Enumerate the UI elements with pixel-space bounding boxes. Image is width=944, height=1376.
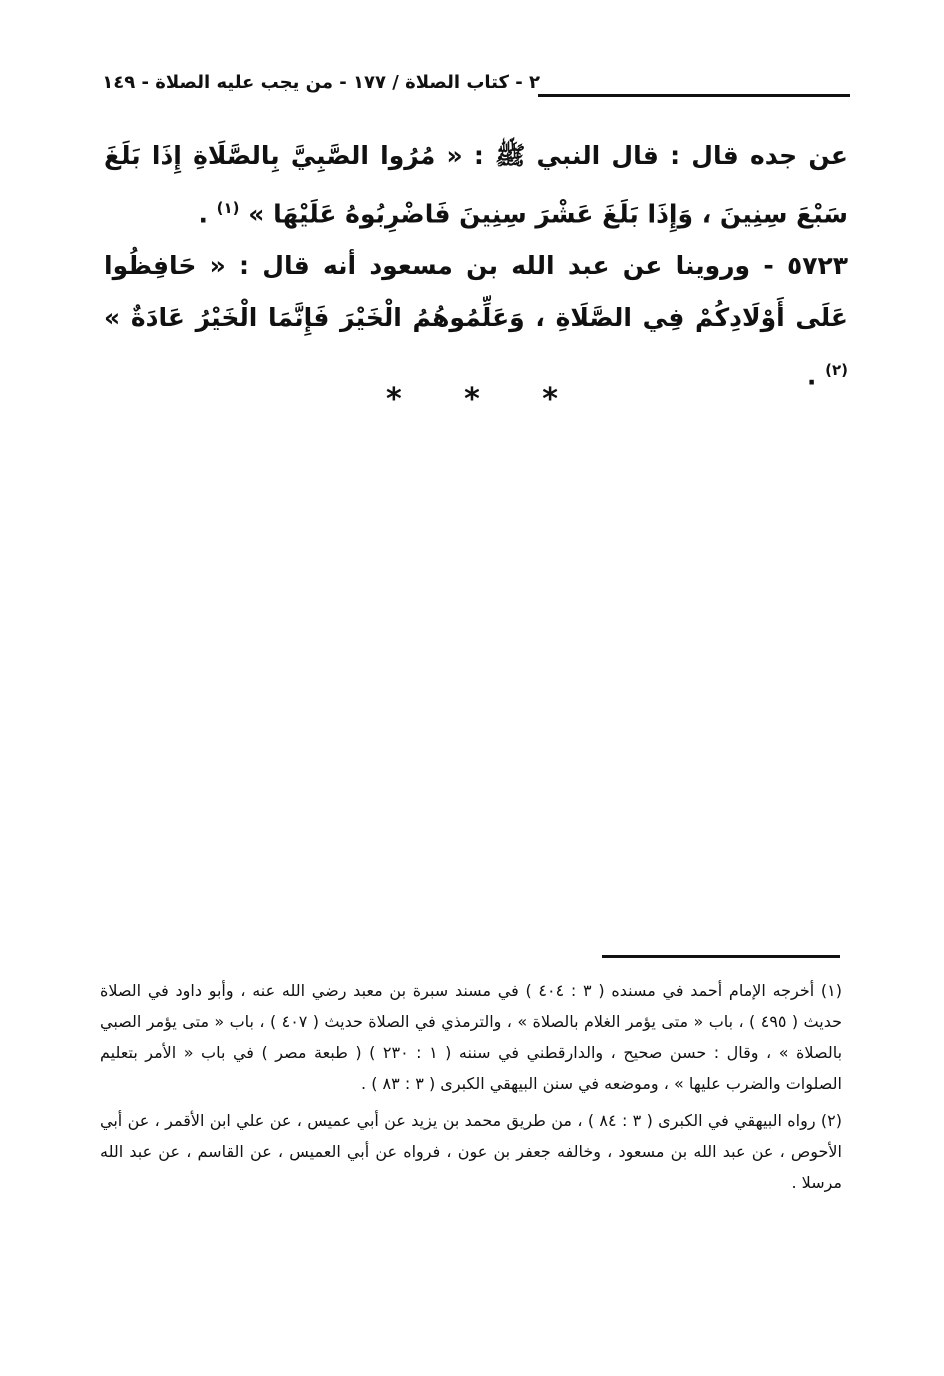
footnote-ref-2: (٢) bbox=[825, 361, 848, 380]
hadith-end-1: . bbox=[198, 199, 217, 229]
hadith-end-2: . bbox=[806, 361, 826, 391]
main-text bbox=[104, 130, 848, 403]
running-title: ٢ - كتاب الصلاة / ١٧٧ - من يجب عليه الصلاة - ١٤٩ bbox=[102, 72, 540, 93]
footnotes bbox=[100, 975, 842, 1204]
footnote-2: (٢) رواه البيهقي في الكبرى ( ٣ : ٨٤ ) ، من طريق محمد بن يزيد عن أبي عميس ، عن علي ابن الأقمر ، عن أبي الأحوص ، عن عبد الله بن مسعود ، وخالفه جعفر بن عون ، فرواه عن أبي العميس ، عن القاسم ، عن عبد الله مرسلا . bbox=[100, 1111, 842, 1192]
running-header bbox=[100, 70, 850, 106]
hadith-text-2: ٥٧٢٣ - وروينا عن عبد الله بن مسعود أنه قال : « حَافِظُوا عَلَى أَوْلَادِكُمْ فِي الصَّلَاةِ ، وَعَلِّمُوهُمُ الْخَيْرَ فَإِنَّمَا الْخَيْرُ عَادَةٌ » bbox=[104, 251, 848, 333]
hadith-paragraph-2 bbox=[104, 240, 848, 402]
section-separator bbox=[0, 382, 944, 417]
hadith-paragraph-1 bbox=[104, 130, 848, 240]
footnote-ref-1: (١) bbox=[216, 199, 240, 217]
hadith-text-1: عن جده قال : قال النبي ﷺ : « مُرُوا الصَّبِيَّ بِالصَّلَاةِ إِذَا بَلَغَ سَبْعَ سِنِينَ ، وَإِذَا بَلَغَ عَشْرَ سِنِينَ فَاضْرِبُوهُ عَلَيْهَا » bbox=[104, 141, 848, 229]
separator-star: * bbox=[464, 382, 480, 417]
footnote-rule bbox=[602, 955, 840, 958]
footnote-1: (١) أخرجه الإمام أحمد في مسنده ( ٣ : ٤٠٤ ) في مسند سبرة بن معبد رضي الله عنه ، وأبو داود في الصلاة حديث ( ٤٩٥ ) ، باب « متى يؤمر الغلام بالصلاة » ، والترمذي في الصلاة حديث ( ٤٠٧ ) ، باب « متى يؤمر الصبي بالصلاة » ، وقال : حسن صحيح ، والدارقطني في سننه ( ١ : ٢٣٠ ) ( طبعة مصر ) في باب « الأمر بتعليم الصلوات والضرب عليها » ، وموضعه في سنن البيهقي الكبرى ( ٣ : ٨٣ ) . bbox=[100, 981, 843, 1093]
header-rule bbox=[538, 94, 850, 97]
separator-star: * bbox=[385, 382, 402, 417]
separator-star: * bbox=[542, 382, 558, 417]
